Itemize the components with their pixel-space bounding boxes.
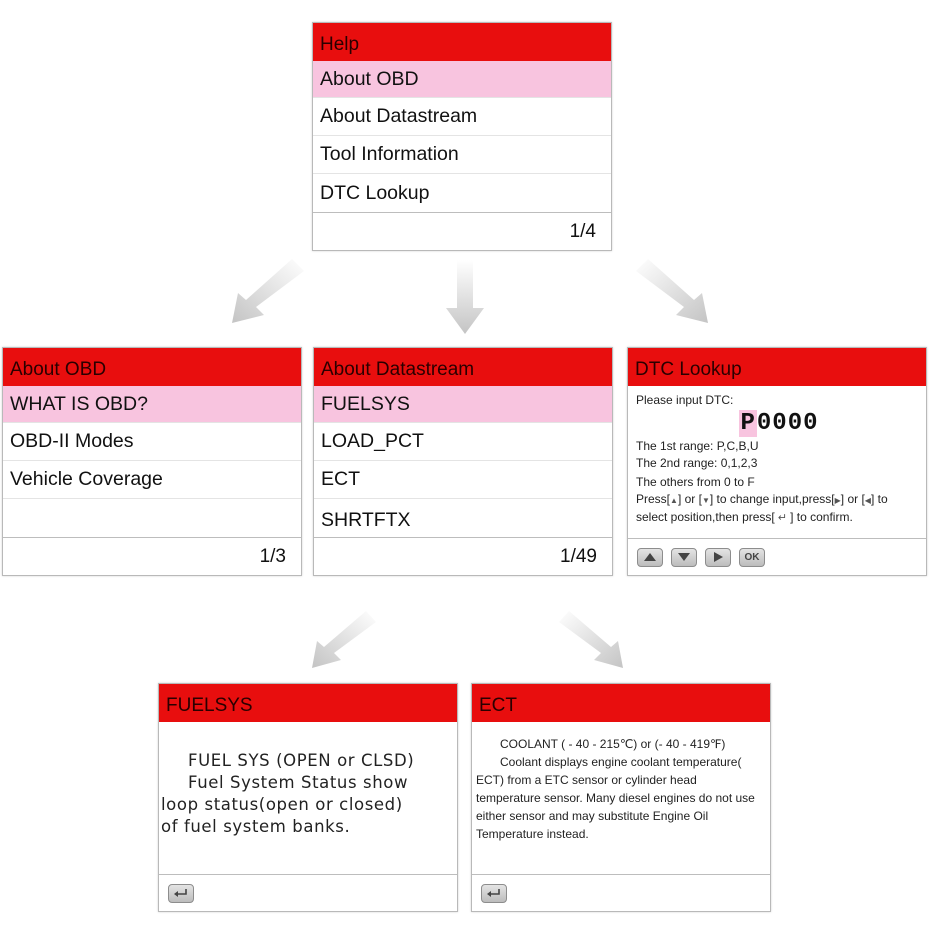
menu-item-about-datastream[interactable]	[313, 98, 611, 136]
ok-icon[interactable]	[739, 548, 765, 567]
ect-para-line-3: temperature sensor. Many diesel engines do not use	[476, 791, 755, 805]
menu-item-label: LOAD_PCT	[321, 430, 424, 452]
right-triangle-icon: ▶	[834, 496, 841, 505]
menu-item-ect[interactable]	[314, 461, 612, 499]
menu-item-vehicle-coverage[interactable]	[3, 461, 301, 499]
dtc-range-1: The 1st range: P,C,B,U	[636, 439, 759, 453]
dtc-instructions-2	[636, 509, 922, 527]
dtc-lookup-title-bar	[628, 348, 926, 386]
about-datastream-title: About Datastream	[321, 358, 475, 380]
instr-text: ] or [	[840, 492, 865, 506]
fuelsys-description	[161, 750, 455, 838]
menu-item-label: FUELSYS	[321, 392, 410, 415]
menu-item-label: ECT	[321, 468, 360, 490]
about-datastream-footer	[314, 537, 612, 575]
ect-footer	[472, 874, 770, 911]
about-datastream-menu	[314, 386, 612, 541]
dtc-prompt: Please input DTC:	[636, 393, 734, 407]
arrow-to-fuelsys	[300, 608, 380, 673]
page-indicator: 1/3	[259, 545, 286, 567]
ect-para-line-1: Coolant displays engine coolant temperature(	[500, 755, 742, 769]
arrow-to-dtc-lookup	[630, 255, 720, 330]
down-arrow-icon[interactable]	[671, 548, 697, 567]
menu-item-label: DTC Lookup	[320, 181, 430, 204]
menu-item-dtc-lookup[interactable]	[313, 174, 611, 212]
left-triangle-icon: ◀	[864, 496, 871, 505]
menu-item-fuelsys[interactable]	[314, 386, 612, 423]
up-arrow-icon[interactable]	[637, 548, 663, 567]
arrow-to-about-datastream	[440, 258, 490, 338]
ok-label: OK	[744, 551, 760, 563]
fuelsys-footer	[159, 874, 457, 911]
ect-para-line-5: Temperature instead.	[476, 827, 589, 841]
arrow-to-about-obd	[220, 255, 310, 330]
instr-text: ] or [	[677, 492, 702, 506]
menu-item-label: About Datastream	[320, 105, 478, 127]
dtc-instructions	[636, 491, 922, 509]
fuelsys-line-4: of fuel system banks.	[161, 817, 351, 836]
dtc-lookup-footer	[628, 538, 926, 575]
dtc-range-2: The 2nd range: 0,1,2,3	[636, 456, 758, 470]
page-indicator: 1/4	[569, 220, 596, 242]
ect-para-line-2: ECT) from a ETC sensor or cylinder head	[476, 773, 697, 787]
menu-item-label: OBD-II Modes	[10, 430, 134, 452]
about-obd-screen	[2, 347, 302, 576]
dtc-lookup-body	[636, 392, 922, 527]
help-screen	[312, 22, 612, 251]
fuelsys-title-bar	[159, 684, 457, 722]
menu-item-label: SHRTFTX	[321, 508, 411, 531]
fuelsys-line-2: Fuel System Status show	[188, 773, 409, 792]
menu-item-tool-information[interactable]	[313, 136, 611, 174]
menu-item-label: WHAT IS OBD?	[10, 392, 148, 415]
menu-item-obd-ii-modes[interactable]	[3, 423, 301, 461]
help-menu	[313, 61, 611, 212]
menu-item-label: Vehicle Coverage	[10, 468, 163, 490]
dtc-code-input[interactable]	[636, 410, 922, 438]
ect-screen	[471, 683, 771, 912]
menu-item-label: Tool Information	[320, 143, 459, 165]
help-footer	[313, 212, 611, 250]
menu-item-label: About OBD	[320, 67, 419, 90]
menu-item-load-pct[interactable]	[314, 423, 612, 461]
fuelsys-line-1: FUEL SYS (OPEN or CLSD)	[188, 751, 415, 770]
about-datastream-title-bar	[314, 348, 612, 386]
instr-text: Press[	[636, 492, 671, 506]
fuelsys-line-3: loop status(open or closed)	[161, 795, 403, 814]
up-triangle-icon: ▲	[670, 496, 678, 505]
fuelsys-screen	[158, 683, 458, 912]
dtc-lookup-title: DTC Lookup	[635, 358, 742, 380]
instr-text: ] to confirm.	[790, 510, 853, 524]
arrow-to-ect	[555, 608, 635, 673]
dtc-code-digits: 0000	[756, 410, 819, 437]
ect-description	[476, 735, 768, 843]
dtc-lookup-screen	[627, 347, 927, 576]
help-title: Help	[320, 33, 360, 55]
about-obd-title: About OBD	[10, 358, 107, 380]
page-indicator: 1/49	[560, 545, 597, 567]
menu-item-shrtftx[interactable]	[314, 499, 612, 541]
about-obd-title-bar	[3, 348, 301, 386]
instr-text: select position,then press[	[636, 510, 775, 524]
help-title-bar	[313, 23, 611, 61]
dtc-others: The others from 0 to F	[636, 475, 755, 489]
ect-title: ECT	[479, 694, 517, 716]
fuelsys-title: FUELSYS	[166, 694, 253, 716]
right-arrow-icon[interactable]	[705, 548, 731, 567]
about-datastream-screen	[313, 347, 613, 576]
back-icon[interactable]	[481, 884, 507, 903]
ect-title-bar	[472, 684, 770, 722]
dtc-code-cursor: P	[740, 410, 756, 437]
instr-text: ] to change input,press[	[709, 492, 835, 506]
ect-line-1: COOLANT ( - 40 - 215℃) or (- 40 - 419℉)	[500, 737, 726, 751]
about-obd-menu	[3, 386, 301, 537]
down-triangle-icon: ▼	[701, 496, 710, 505]
about-obd-footer	[3, 537, 301, 575]
ect-para-line-4: either sensor and may substitute Engine Oil	[476, 809, 709, 823]
menu-item-about-obd[interactable]	[313, 61, 611, 98]
menu-item-what-is-obd[interactable]	[3, 386, 301, 423]
menu-item-empty	[3, 499, 301, 537]
back-icon[interactable]	[168, 884, 194, 903]
instr-text: ] to	[870, 492, 888, 506]
enter-icon: ↵	[774, 512, 791, 524]
